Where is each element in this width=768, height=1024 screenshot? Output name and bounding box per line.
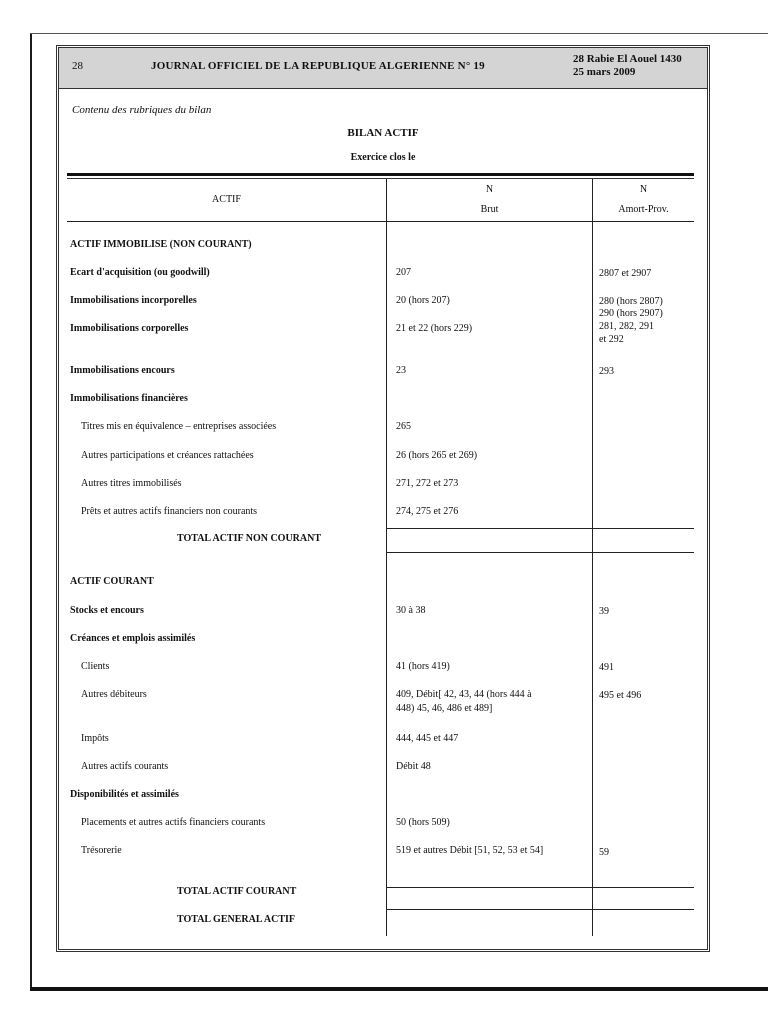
table-top-rule-thin xyxy=(67,178,694,179)
column-header-n-amort: N xyxy=(639,184,648,195)
row-amort-clients: 491 xyxy=(599,662,614,673)
section-actif-immobilise: ACTIF IMMOBILISE (NON COURANT) xyxy=(70,239,252,250)
row-amort-corporelles-b: 281, 282, 291 xyxy=(599,321,654,332)
row-brut-encours: 23 xyxy=(396,365,406,376)
row-brut-autres-debiteurs-b: 448) 45, 46, 486 et 489] xyxy=(396,703,493,714)
page-number: 28 xyxy=(72,60,83,72)
column-divider-1 xyxy=(386,179,387,936)
row-label-autres-participations: Autres participations et créances rattachées xyxy=(81,450,254,461)
journal-header xyxy=(59,48,707,89)
row-label-autres-actifs: Autres actifs courants xyxy=(81,761,169,772)
row-total-general: TOTAL GENERAL ACTIF xyxy=(177,914,295,925)
section-actif-courant: ACTIF COURANT xyxy=(70,576,154,587)
row-amort-incorporelles: 280 (hors 2807) xyxy=(599,296,663,307)
column-header-amort: Amort-Prov. xyxy=(618,204,669,215)
row-label-ecart: Ecart d'acquisition (ou goodwill) xyxy=(70,267,210,278)
row-label-autres-debiteurs: Autres débiteurs xyxy=(81,689,147,700)
row-label-disponibilites: Disponibilités et assimilés xyxy=(70,789,179,800)
row-brut-stocks: 30 à 38 xyxy=(396,605,426,616)
row-brut-incorporelles: 20 (hors 207) xyxy=(396,295,450,306)
total-non-courant-bottom-line xyxy=(386,552,694,553)
date-gregorian: 25 mars 2009 xyxy=(573,66,636,78)
row-brut-tresorerie: 519 et autres Débit [51, 52, 53 et 54] xyxy=(396,845,544,856)
row-brut-autres-participations: 26 (hors 265 et 269) xyxy=(396,450,478,461)
page-frame-bottom xyxy=(30,987,768,991)
row-amort-ecart: 2807 et 2907 xyxy=(599,268,652,279)
row-amort-stocks: 39 xyxy=(599,606,609,617)
row-label-clients: Clients xyxy=(81,661,110,672)
row-brut-corporelles: 21 et 22 (hors 229) xyxy=(396,323,473,334)
exercice-label: Exercice clos le xyxy=(350,152,416,163)
row-total-non-courant: TOTAL ACTIF NON COURANT xyxy=(177,533,322,544)
row-amort-encours: 293 xyxy=(599,366,614,377)
column-header-brut: Brut xyxy=(480,204,499,215)
column-header-n-brut: N xyxy=(485,184,494,195)
row-label-titres: Titres mis en équivalence – entreprises associées xyxy=(81,421,277,432)
row-label-impots: Impôts xyxy=(81,733,109,744)
row-label-encours: Immobilisations encours xyxy=(70,365,175,376)
row-label-autres-titres: Autres titres immobilisés xyxy=(81,478,182,489)
row-label-corporelles: Immobilisations corporelles xyxy=(70,323,189,334)
row-brut-autres-debiteurs-a: 409, Débit[ 42, 43, 44 (hors 444 à xyxy=(396,689,532,700)
total-courant-top-line xyxy=(386,887,694,888)
row-amort-autres-debiteurs: 495 et 496 xyxy=(599,690,642,701)
total-non-courant-top-line xyxy=(386,528,694,529)
row-brut-placements: 50 (hors 509) xyxy=(396,817,450,828)
date-hijri: 28 Rabie El Aouel 1430 xyxy=(573,53,682,65)
page-frame-left xyxy=(30,33,32,990)
row-brut-autres-actifs: Débit 48 xyxy=(396,761,431,772)
row-label-tresorerie: Trésorerie xyxy=(81,845,122,856)
row-amort-tresorerie: 59 xyxy=(599,847,609,858)
row-brut-prets: 274, 275 et 276 xyxy=(396,506,459,517)
column-header-actif: ACTIF xyxy=(212,194,241,205)
column-divider-2 xyxy=(592,179,593,936)
row-brut-impots: 444, 445 et 447 xyxy=(396,733,459,744)
journal-date xyxy=(573,53,682,79)
row-label-placements: Placements et autres actifs financiers courants xyxy=(81,817,266,828)
row-brut-autres-titres: 271, 272 et 273 xyxy=(396,478,459,489)
row-amort-corporelles-a: 290 (hors 2907) xyxy=(599,308,663,319)
page-frame-top xyxy=(30,33,768,34)
row-label-stocks: Stocks et encours xyxy=(70,605,144,616)
row-brut-ecart: 207 xyxy=(396,267,411,278)
row-brut-clients: 41 (hors 419) xyxy=(396,661,450,672)
row-label-creances: Créances et emplois assimilés xyxy=(70,633,196,644)
total-courant-bottom-line xyxy=(386,909,694,910)
bilan-title: BILAN ACTIF xyxy=(347,127,419,139)
journal-page xyxy=(56,45,710,952)
row-label-financieres: Immobilisations financières xyxy=(70,393,188,404)
journal-title: JOURNAL OFFICIEL DE LA REPUBLIQUE ALGERIENNE N° 19 xyxy=(151,60,485,72)
row-amort-corporelles-c: et 292 xyxy=(599,334,624,345)
header-row-divider xyxy=(67,221,694,222)
section-subtitle: Contenu des rubriques du bilan xyxy=(72,104,212,116)
row-label-prets: Prêts et autres actifs financiers non courants xyxy=(81,506,258,517)
table-top-rule xyxy=(67,173,694,176)
row-label-incorporelles: Immobilisations incorporelles xyxy=(70,295,197,306)
row-brut-titres: 265 xyxy=(396,421,411,432)
row-total-courant: TOTAL ACTIF COURANT xyxy=(177,886,297,897)
